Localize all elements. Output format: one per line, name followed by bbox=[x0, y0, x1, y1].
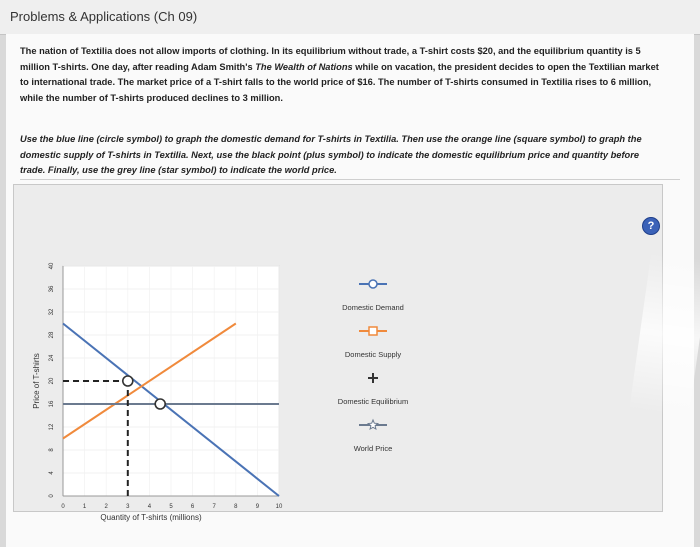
y-tick-label: 4 bbox=[49, 471, 55, 475]
x-tick-label: 7 bbox=[212, 504, 216, 510]
x-tick-label: 0 bbox=[61, 504, 65, 510]
marked-point bbox=[123, 376, 133, 386]
y-tick-label: 8 bbox=[49, 448, 55, 452]
problem-text-part1: The nation of Textilia does not allow imports of clothing. In its equilibrium without trade, a T-shirt costs $20, and the equilibrium quantity is 5 million T-shirts. One day, after reading Adam Smith's bbox=[20, 46, 641, 72]
x-tick-label: 1 bbox=[82, 504, 87, 510]
y-axis-title: Price of T-shirts bbox=[32, 353, 41, 409]
problem-paragraph bbox=[20, 44, 660, 106]
instructions-paragraph: Use the blue line (circle symbol) to graph the domestic demand for T-shirts in Textilia. Then use the orange line (square symbol) to graph the domestic supply of T-shirts in Textilia. Next, use the black point (plus symbol) to indicate the domestic equilibrium price and quantity before trade. Finally, use the grey line (star symbol) to indicate the world price. bbox=[20, 134, 642, 175]
help-button[interactable]: ? bbox=[642, 217, 660, 235]
y-tick-label: 24 bbox=[49, 354, 55, 362]
y-tick-label: 40 bbox=[49, 262, 55, 270]
y-tick-label: 32 bbox=[49, 308, 55, 316]
legend-square-icon bbox=[369, 327, 377, 335]
y-tick-label: 36 bbox=[49, 285, 55, 293]
x-tick-label: 4 bbox=[147, 504, 152, 510]
divider bbox=[20, 179, 680, 180]
x-axis-title: Quantity of T-shirts (millions) bbox=[100, 513, 202, 522]
x-tick-label: 2 bbox=[104, 504, 108, 510]
marked-point bbox=[155, 399, 165, 409]
page-title: Problems & Applications (Ch 09) bbox=[10, 9, 198, 24]
x-tick-label: 8 bbox=[234, 504, 238, 510]
axes-layer bbox=[32, 262, 283, 522]
y-tick-label: 28 bbox=[49, 331, 55, 339]
y-tick-label: 20 bbox=[49, 377, 55, 385]
legend-layer bbox=[338, 280, 408, 453]
x-tick-label: 5 bbox=[169, 504, 173, 510]
problem-text-part2: while on vacation, the president decides to open the Textilian market to international trade. The market price of a T-shirt falls to the world price of $16. The number of T-shirts consumed in Textilia rises to 6 million, while the number of T-shirts produced declines to 3 million. bbox=[20, 61, 659, 103]
y-tick-label: 12 bbox=[49, 423, 55, 431]
legend-star-icon bbox=[368, 420, 378, 429]
chart[interactable] bbox=[13, 226, 661, 526]
x-tick-label: 6 bbox=[190, 504, 195, 510]
legend-label: Domestic Supply bbox=[344, 350, 402, 359]
legend-label: Domestic Demand bbox=[342, 303, 404, 312]
x-tick-label: 9 bbox=[255, 504, 260, 510]
x-tick-label: 10 bbox=[275, 504, 283, 510]
page-header bbox=[0, 0, 700, 35]
y-tick-label: 16 bbox=[49, 400, 55, 408]
legend-label: Domestic Equilibrium bbox=[337, 397, 409, 406]
y-tick-label: 0 bbox=[49, 494, 55, 498]
book-title: The Wealth of Nations bbox=[255, 61, 353, 72]
legend-label: World Price bbox=[353, 444, 393, 453]
x-tick-label: 3 bbox=[126, 504, 130, 510]
legend-circle-icon bbox=[369, 280, 377, 288]
